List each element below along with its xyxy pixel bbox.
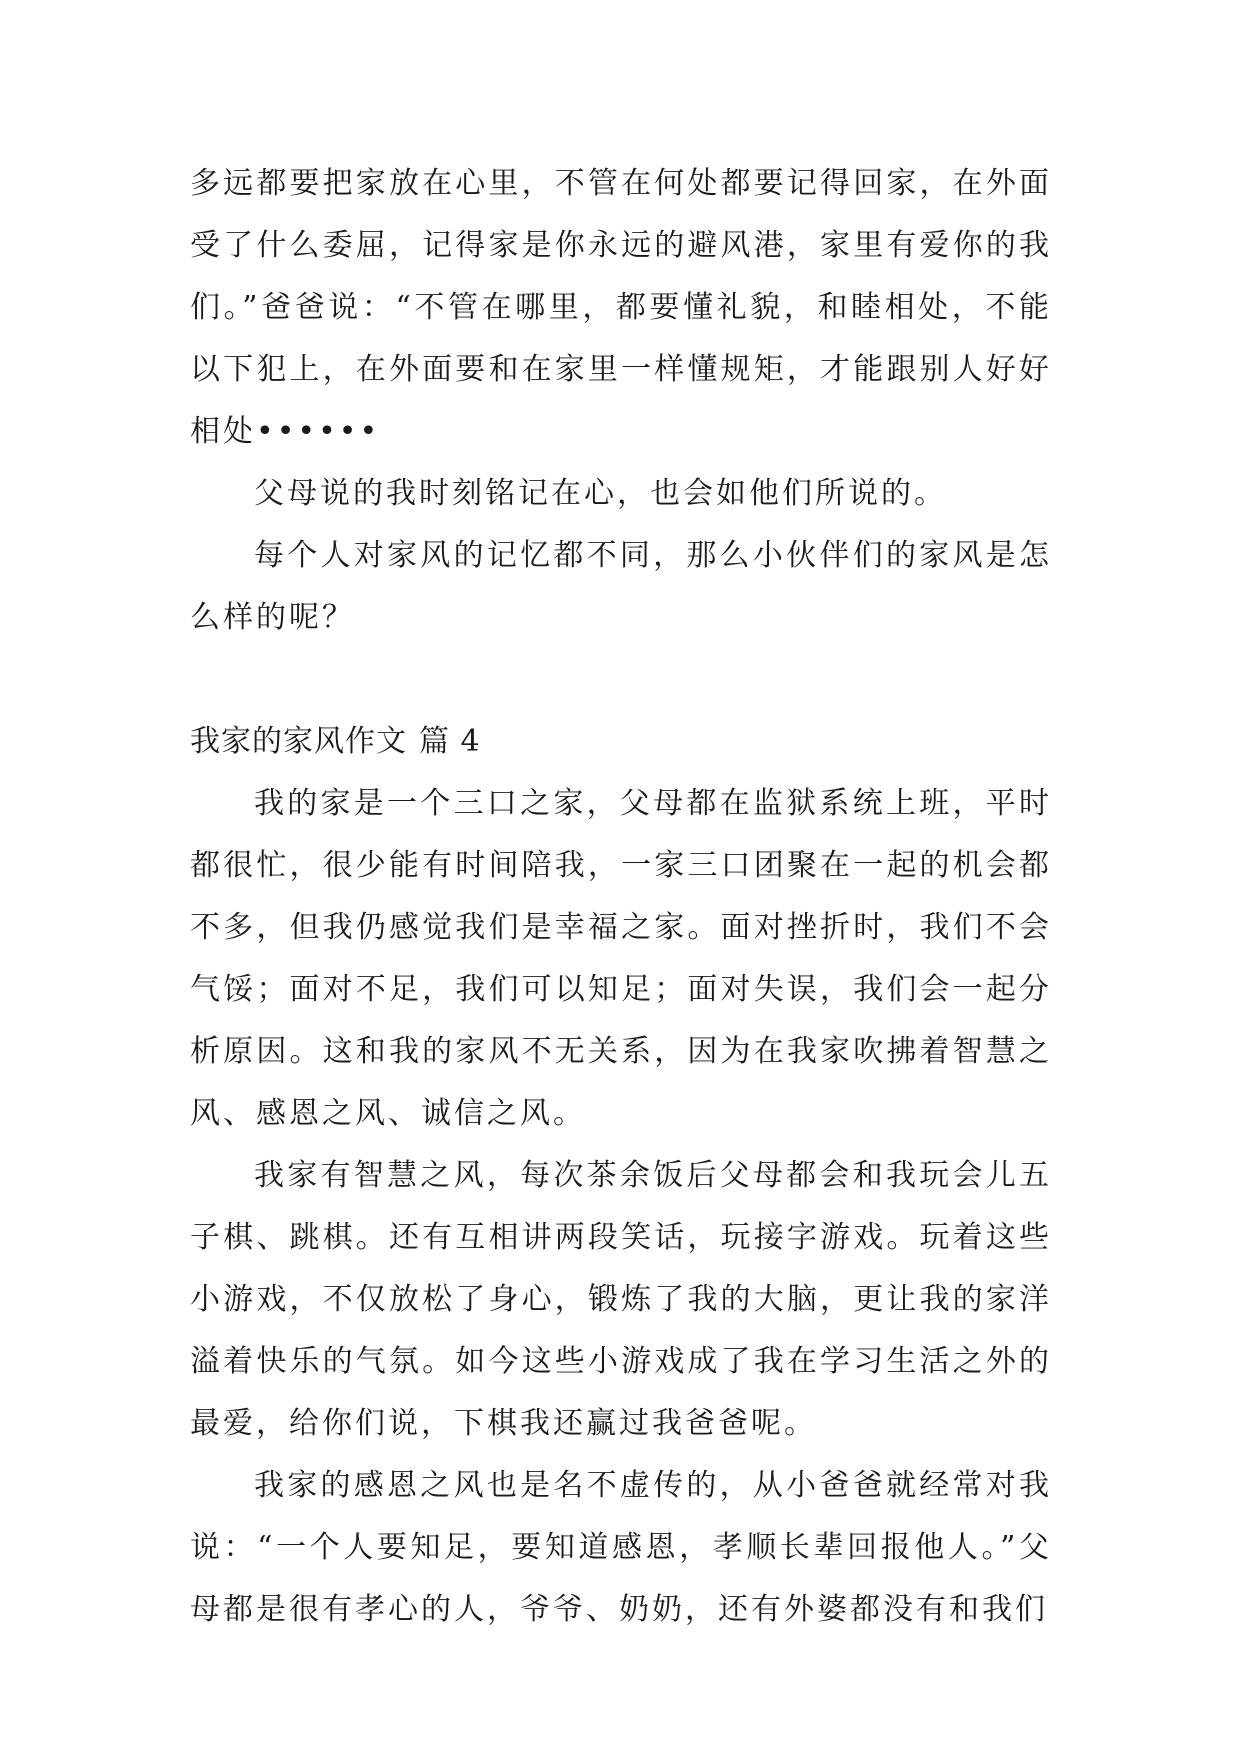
section-heading-title: 我家的家风作文 [190, 724, 407, 759]
document-body [190, 153, 1052, 1641]
section-heading-part: 篇 4 [419, 724, 481, 759]
paragraph: 多远都要把家放在心里，不管在何处都要记得回家，在外面受了什么委屈，记得家是你永远的避风港，家里有爱你的我们。”爸爸说：“不管在哪里，都要懂礼貌，和睦相处，不能以下犯上，在外面要和在家里一样懂规矩，才能跟别人好好相处•••••• [190, 166, 1052, 449]
section-gap [190, 649, 1052, 711]
paragraph: 我家有智慧之风，每次茶余饭后父母都会和我玩会儿五子棋、跳棋。还有互相讲两段笑话，玩接字游戏。玩着这些小游戏，不仅放松了身心，锻炼了我的大脑，更让我的家洋溢着快乐的气氛。如今这些小游戏成了我在学习生活之外的最爱，给你们说，下棋我还赢过我爸爸呢。 [190, 1158, 1052, 1441]
paragraph: 每个人对家风的记忆都不同，那么小伙伴们的家风是怎么样的呢？ [190, 538, 1052, 635]
section-heading [190, 711, 1052, 773]
paragraph: 我的家是一个三口之家，父母都在监狱系统上班，平时都很忙，很少能有时间陪我，一家三口团聚在一起的机会都不多，但我仍感觉我们是幸福之家。面对挫折时，我们不会气馁；面对不足，我们可以知足；面对失误，我们会一起分析原因。这和我的家风不无关系，因为在我家吹拂着智慧之风、感恩之风、诚信之风。 [190, 786, 1052, 1131]
paragraph: 父母说的我时刻铭记在心，也会如他们所说的。 [254, 476, 947, 511]
paragraph: 我家的感恩之风也是名不虚传的，从小爸爸就经常对我说：“一个人要知足，要知道感恩，孝顺长辈回报他人。”父母都是很有孝心的人，爷爷、奶奶，还有外婆都没有和我们 [190, 1468, 1052, 1627]
